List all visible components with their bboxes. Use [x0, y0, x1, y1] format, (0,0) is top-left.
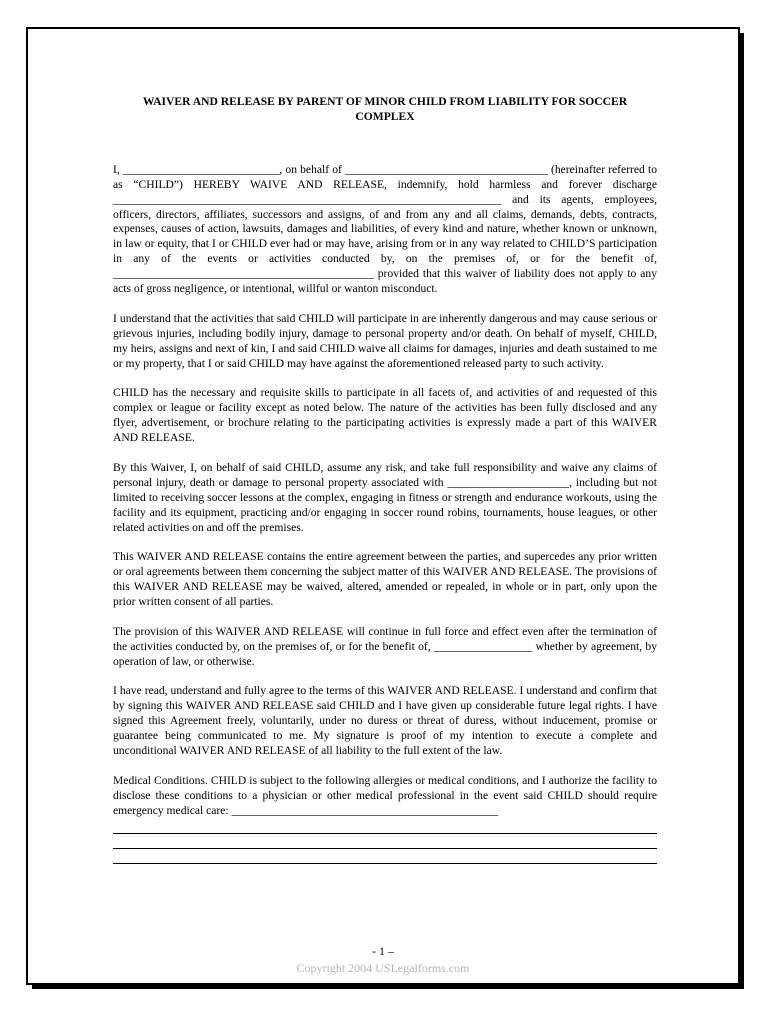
document-body — [113, 95, 657, 864]
document-title: WAIVER AND RELEASE BY PARENT OF MINOR CHILD FROM LIABILITY FOR SOCCER COMPLEX — [142, 95, 628, 123]
page-shadow-bottom — [32, 985, 744, 989]
copyright-notice: Copyright 2004 USLegalforms.com — [296, 961, 470, 975]
medical-blank-line-1 — [113, 819, 657, 834]
page-number: - 1 – — [372, 944, 394, 958]
paragraph-child-skills: CHILD has the necessary and requisite skills to participate in all facets of, and activities of and requested of this complex or league or facility except as noted below. The nature of the activities has been fully disclosed and any flyer, advertisement, or brochure relating to the participating activities is expressly made a part of this WAIVER AND RELEASE. — [113, 386, 657, 445]
paragraph-release: I, ___________________________, on behalf of ___________________________________ (hereinafter referred to as “CHILD”) HEREBY WAIVE AND RELEASE, indemnify, hold harmless and forever discharge ___________________________________________________________________ and its agents, employees, officers, directors, affiliates, successors and assigns, of and from any and all claims, demands, debts, contracts, expenses, causes of action, lawsuits, damages and liabilities, of every kind and nature, whether known or unknown, in law or equity, that I or CHILD ever had or may have, arising from or in any way related to CHILD’S participation in any of the events or activities conducted by, on the premises of, or for the benefit of, _____________________________________________ provided that this waiver of liability does not apply to any acts of gross negligence, or intentional, willful or wanton misconduct. — [113, 162, 657, 296]
medical-blank-line-2 — [113, 834, 657, 849]
paragraph-risk-understanding: I understand that the activities that said CHILD will participate in are inherently dangerous and may cause serious or grievous injuries, including bodily injury, damage to personal property and/or death. On behalf of myself, CHILD, my heirs, assigns and next of kin, I and said CHILD waive all claims for damages, injuries and death sustained to me or my property, that I or said CHILD may have against the aforementioned released party to such activity. — [113, 311, 657, 370]
paragraph-medical-conditions: Medical Conditions. CHILD is subject to the following allergies or medical conditions, and I authorize the facility to disclose these conditions to a physician or other medical professional in the event said CHILD should require emergency medical care: ______________________________________________ — [113, 773, 657, 817]
paragraph-continuation: The provision of this WAIVER AND RELEASE will continue in full force and effect even after the termination of the activities conducted by, on the premises of, or for the benefit of, _________________ whether by agreement, by operation of law, or otherwise. — [113, 624, 657, 668]
page-shadow-right — [740, 33, 744, 989]
medical-blank-line-3 — [113, 849, 657, 864]
paragraph-assumption-of-risk: By this Waiver, I, on behalf of said CHILD, assume any risk, and take full responsibility and waive any claims of personal injury, death or damage to personal property associated with _____________________, including but not limited to receiving soccer lessons at the complex, engaging in fitness or strength and endurance workouts, using the facility and its equipment, practicing and/or engaging in soccer round robins, tournaments, house leagues, or other related activities on and off the premises. — [113, 460, 657, 534]
paragraph-entire-agreement: This WAIVER AND RELEASE contains the entire agreement between the parties, and supercedes any prior written or oral agreements between them concerning the subject matter of this WAIVER AND RELEASE. The provisions of this WAIVER AND RELEASE may be waived, altered, amended or repealed, in whole or in part, only upon the prior written consent of all parties. — [113, 550, 657, 609]
paragraph-acknowledgement: I have read, understand and fully agree to the terms of this WAIVER AND RELEASE. I understand and confirm that by signing this WAIVER AND RELEASE said CHILD and I have given up considerable future legal rights. I have signed this Agreement freely, voluntarily, under no duress or threat of duress, without inducement, promise or guarantee being communicated to me. My signature is proof of my intention to execute a complete and unconditional WAIVER AND RELEASE of all liability to the full extent of the law. — [113, 684, 657, 758]
